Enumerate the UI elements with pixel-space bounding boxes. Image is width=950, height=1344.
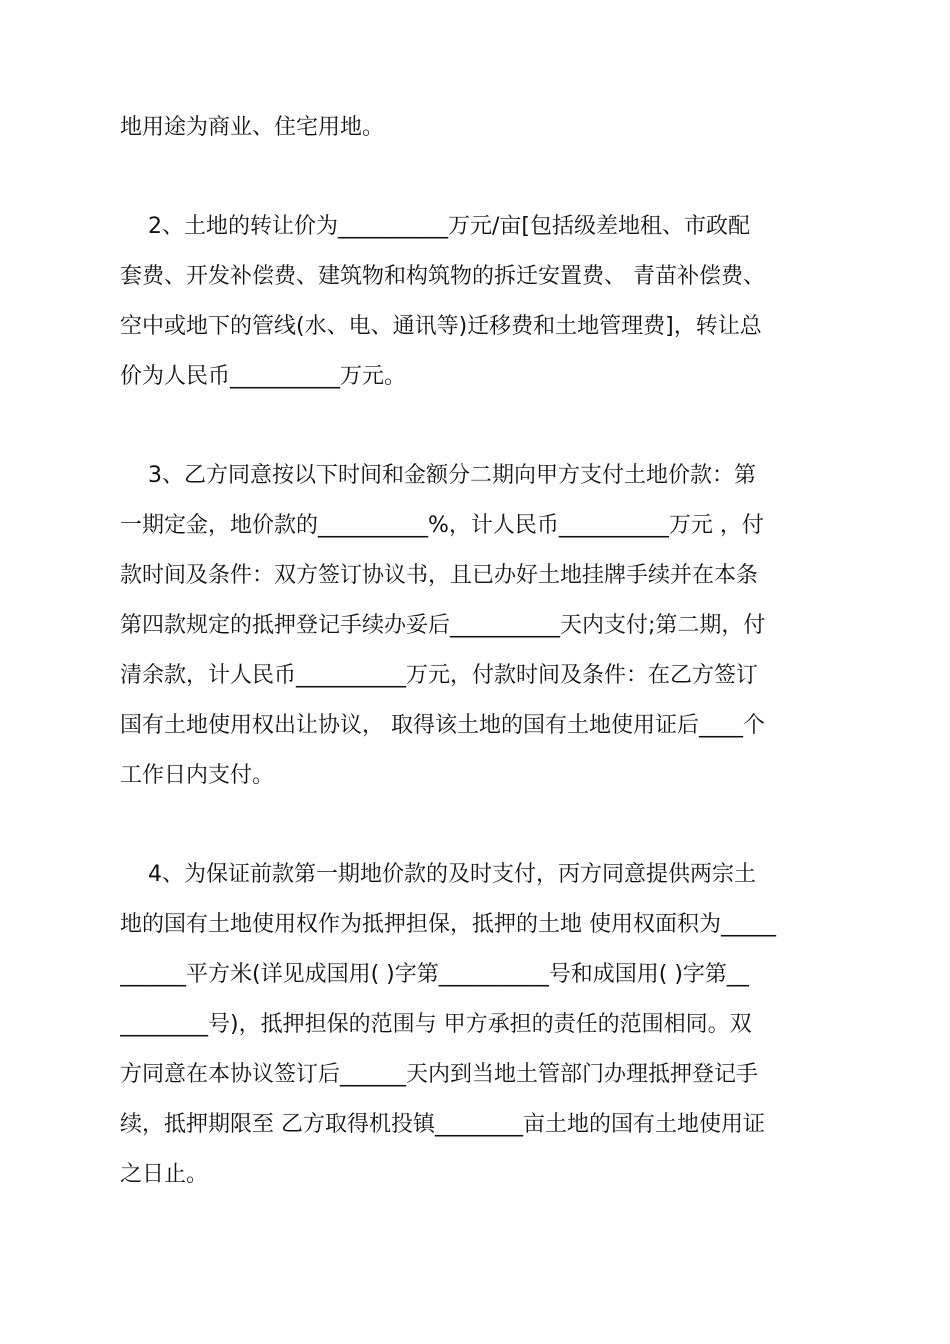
text-line: 一期定金，地价款的__________%，计人民币__________万元 ，付	[120, 513, 764, 538]
text-line: ______平方米(详见成国用( )字第__________号和成国用( )字第__	[120, 962, 749, 987]
text-line: 套费、开发补偿费、建筑物和构筑物的拆迁安置费、 青苗补偿费、	[120, 264, 765, 289]
text-line: 3、乙方同意按以下时间和金额分二期向甲方支付土地价款：第	[120, 463, 756, 488]
text-line: 2、土地的转让价为__________万元/亩[包括级差地租、市政配	[120, 214, 750, 239]
text-line: 清余款，计人民币__________万元，付款时间及条件：在乙方签订	[120, 663, 759, 688]
text-line: 地的国有土地使用权作为抵押担保，抵押的土地 使用权面积为_____	[120, 912, 776, 937]
text-line: 空中或地下的管线(水、电、通讯等)迁移费和土地管理费]，转让总	[120, 314, 762, 339]
text-line: 续，抵押期限至 乙方取得机投镇________亩土地的国有土地使用证	[120, 1112, 765, 1137]
text-line: 国有土地使用权出让协议， 取得该土地的国有土地使用证后____个	[120, 713, 765, 738]
text-line: 工作日内支付。	[120, 763, 275, 788]
text-line: 第四款规定的抵押登记手续办妥后__________天内支付;第二期，付	[120, 613, 766, 638]
text-line: 价为人民币__________万元。	[120, 364, 407, 389]
text-line: 款时间及条件：双方签订协议书，且已办好土地挂牌手续并在本条	[120, 563, 759, 588]
text-line: 4、为保证前款第一期地价款的及时支付，丙方同意提供两宗土	[120, 862, 756, 887]
text-line: 方同意在本协议签订后______天内到当地土管部门办理抵押登记手	[120, 1062, 759, 1087]
text-line: 地用途为商业、住宅用地。	[120, 115, 385, 140]
text-line: 之日止。	[120, 1162, 209, 1187]
text-line: ________号)，抵押担保的范围与 甲方承担的责任的范围相同。双	[120, 1012, 752, 1037]
